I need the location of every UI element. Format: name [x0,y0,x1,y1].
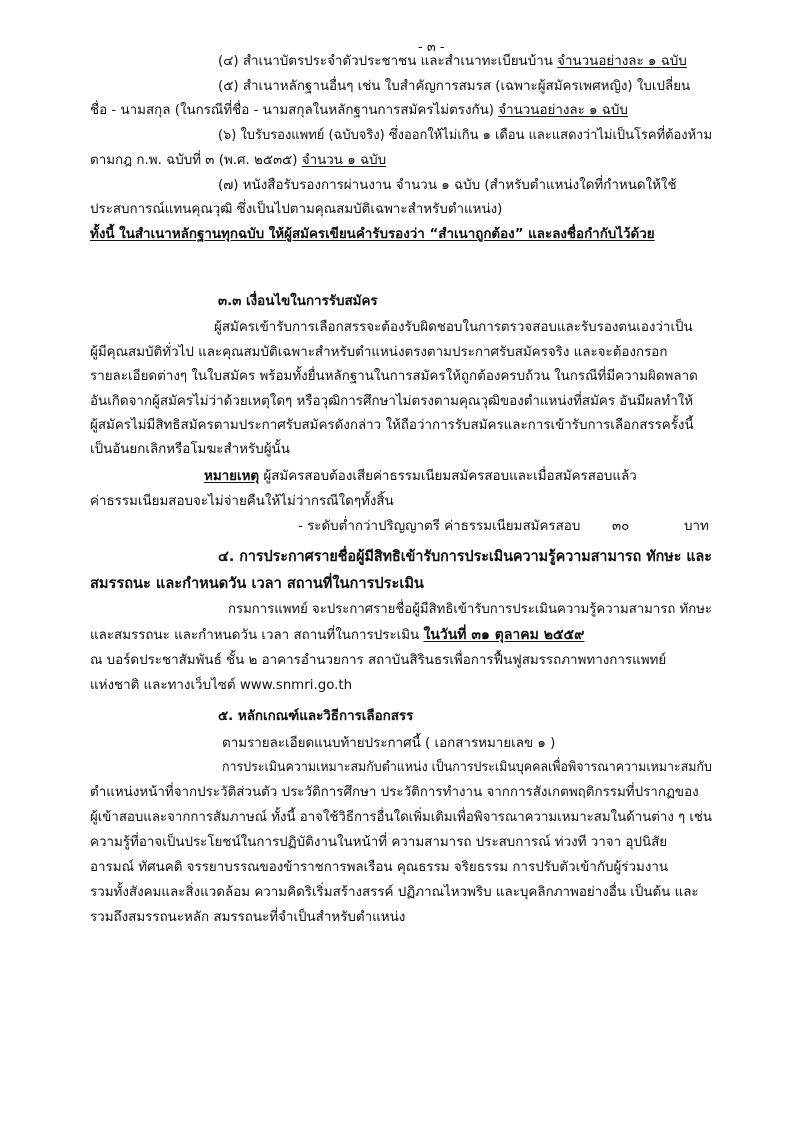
item-6-quantity: จำนวน ๑ ฉบับ [301,153,387,168]
section-3-3-line-2: ผู้มีคุณสมบัติทั่วไป และคุณสมบัติเฉพาะสำหรับตำแหน่งตรงตามประกาศรับสมัครจริง และจะต้องกรอก [90,345,668,360]
section-5-line-7: รวมถึงสมรรถนะหลัก สมรรถนะที่จำเป็นสำหรับตำแหน่ง [90,910,406,925]
item-6-text-2: ตามกฎ ก.พ. ฉบับที่ ๓ (พ.ศ. ๒๕๓๕) [90,153,302,168]
item-5-line-1 [218,77,690,97]
item-6-line-2 [90,151,386,171]
fee-item: - ระดับต่ำกว่าปริญญาตรี ค่าธรรมเนียมสมัครสอบ [298,519,581,534]
item-6-number: (๖) [218,128,237,143]
section-3-3-line-4: อันเกิดจากผู้สมัครไม่ว่าด้วยเหตุใดๆ หรือวุฒิการศึกษาไม่ตรงตามคุณวุฒิของตำแหน่งที่สมัคร อันมีผลทำให้ [90,394,694,409]
section-4-line-4: แห่งชาติ และทางเว็บไซต์ www.snmri.go.th [90,678,353,693]
item-7-line-2: ประสบการณ์แทนคุณวุฒิ ซึ่งเป็นไปตามคุณสมบัติเฉพาะสำหรับตำแหน่ง) [90,202,503,217]
remark-line-1 [204,467,637,487]
item-4 [218,52,687,72]
item-6-text: ใบรับรองแพทย์ (ฉบับจริง) ซึ่งออกให้ไม่เกิน ๑ เดือน และแสดงว่าไม่เป็นโรคที่ต้องห้าม [236,128,713,143]
section-5-line-5: อารมณ์ ทัศนคติ จรรยาบรรณของข้าราชการพลเรือน คุณธรรม จริยธรรม การปรับตัวเข้ากับผู้ร่วมงาน [90,860,669,875]
item-5-quantity: จำนวนอย่างละ ๑ ฉบับ [498,103,628,118]
section-4-heading-line-1: ๔. การประกาศรายชื่อผู้มีสิทธิเข้ารับการประเมินความรู้ความสามารถ ทักษะ และ [218,548,712,565]
section-5-line-6: รวมทั้งสังคมและสิ่งแวดล้อม ความคิดริเริ่มสร้างสรรค์ ปฏิภาณไหวพริบ และบุคลิกภาพอย่างอื่น เป็นต้น และ [90,885,699,900]
item-5-text-2: ชื่อ - นามสกุล (ในกรณีที่ชื่อ - นามสกุลในหลักฐานการสมัครไม่ตรงกัน) [90,103,499,118]
fee-amount: ๓๐ [612,519,630,534]
announcement-date: ในวันที่ ๓๑ ตุลาคม ๒๕๕๙ [423,627,585,643]
item-5-text: สำเนาหลักฐานอื่นๆ เช่น ใบสำคัญการสมรส (เฉพาะผู้สมัครเพศหญิง) ใบเปลี่ยน [238,79,691,94]
remark-text: ผู้สมัครสอบต้องเสียค่าธรรมเนียมสมัครสอบและเมื่อสมัครสอบแล้ว [259,469,637,484]
item-5-line-2 [90,101,628,121]
section-3-3-heading: ๓.๓ เงื่อนไขในการรับสมัคร [218,294,378,309]
section-4-line-2-text: และสมรรถนะ และกำหนดวัน เวลา สถานที่ในการประเมิน [90,628,424,643]
item-4-quantity: จำนวนอย่างละ ๑ ฉบับ [557,54,687,69]
section-3-3-line-6: เป็นอันยกเลิกหรือโมฆะสำหรับผู้นั้น [90,442,290,457]
section-5-heading: ๕. หลักเกณฑ์และวิธีการเลือกสรร [218,709,414,724]
item-7-line-1 [218,176,677,196]
item-4-text: สำเนาบัตรประจำตัวประชาชน และสำเนาทะเบียนบ้าน [238,54,558,69]
section-3-3-line-3: รายละเอียดต่างๆ ในใบสมัคร พร้อมทั้งยื่นหลักฐานในการสมัครให้ถูกต้องครบถ้วน ในกรณีที่มีความผิดพลาด [90,369,698,384]
remark-line-2: ค่าธรรมเนียมสอบจะไม่จ่ายคืนให้ไม่ว่ากรณีใดๆทั้งสิ้น [90,494,394,509]
section-3-3-line-5: ผู้สมัครไม่มีสิทธิสมัครตามประกาศรับสมัครดังกล่าว ให้ถือว่าการรับสมัครและการเข้ารับการเลือกสรรครั้งนี้ [90,418,694,433]
item-7-number: (๗) [218,178,239,193]
section-4-heading-line-2: สมรรถนะ และกำหนดวัน เวลา สถานที่ในการประเมิน [90,575,424,592]
item-5-number: (๕) [218,79,239,94]
section-5-line-1: การประเมินความเหมาะสมกับตำแหน่ง เป็นการประเมินบุคคลเพื่อพิจารณาความเหมาะสมกับ [222,760,712,775]
section-4-line-2 [90,625,584,646]
remark-label: หมายเหตุ [204,469,260,484]
item-7-text: หนังสือรับรองการผ่านงาน จำนวน ๑ ฉบับ (สำหรับตำแหน่งใดที่กำหนดให้ใช้ [238,178,677,193]
fee-unit: บาท [684,519,709,534]
section-5-reference: ตามรายละเอียดแนบท้ายประกาศนี้ ( เอกสารหมายเลข ๑ ) [222,736,556,751]
section-5-line-4: ความรู้ที่อาจเป็นประโยชน์ในการปฏิบัติงานในหน้าที่ ความสามารถ ประสบการณ์ ท่วงที วาจา อุปนิสัย [90,835,668,850]
page-number: - ๓ - [418,40,445,55]
section-4-line-1: กรมการแพทย์ จะประกาศรายชื่อผู้มีสิทธิเข้ารับการประเมินความรู้ความสามารถ ทักษะ [228,602,712,617]
item-6-line-1 [218,126,712,146]
section-4-line-3: ณ บอร์ดประชาสัมพันธ์ ชั้น ๒ อาคารอำนวยการ สถาบันสิรินธรเพื่อการฟื้นฟูสมรรถภาพทางการแพทย์ [90,653,667,668]
section-3-3-line-1: ผู้สมัครเข้ารับการเลือกสรรจะต้องรับผิดชอบในการตรวจสอบและรับรองตนเองว่าเป็น [214,320,693,335]
certify-note: ทั้งนี้ ในสำเนาหลักฐานทุกฉบับ ให้ผู้สมัครเขียนคำรับรองว่า “สำเนาถูกต้อง” และลงชื่อกำกับไว้ด้วย [90,227,655,242]
section-5-line-3: ผู้เข้าสอบและจากการสัมภาษณ์ ทั้งนี้ อาจใช้วิธีการอื่นใดเพิ่มเติมเพื่อพิจารณาความเหมาะสมในด้านต่าง ๆ เช่น [90,810,712,825]
item-4-number: (๔) [218,54,239,69]
section-5-line-2: ตำแหน่งหน้าที่จากประวัติส่วนตัว ประวัติการศึกษา ประวัติการทำงาน จากการสังเกตพฤติกรรมที่ปรากฏของ [90,785,699,800]
